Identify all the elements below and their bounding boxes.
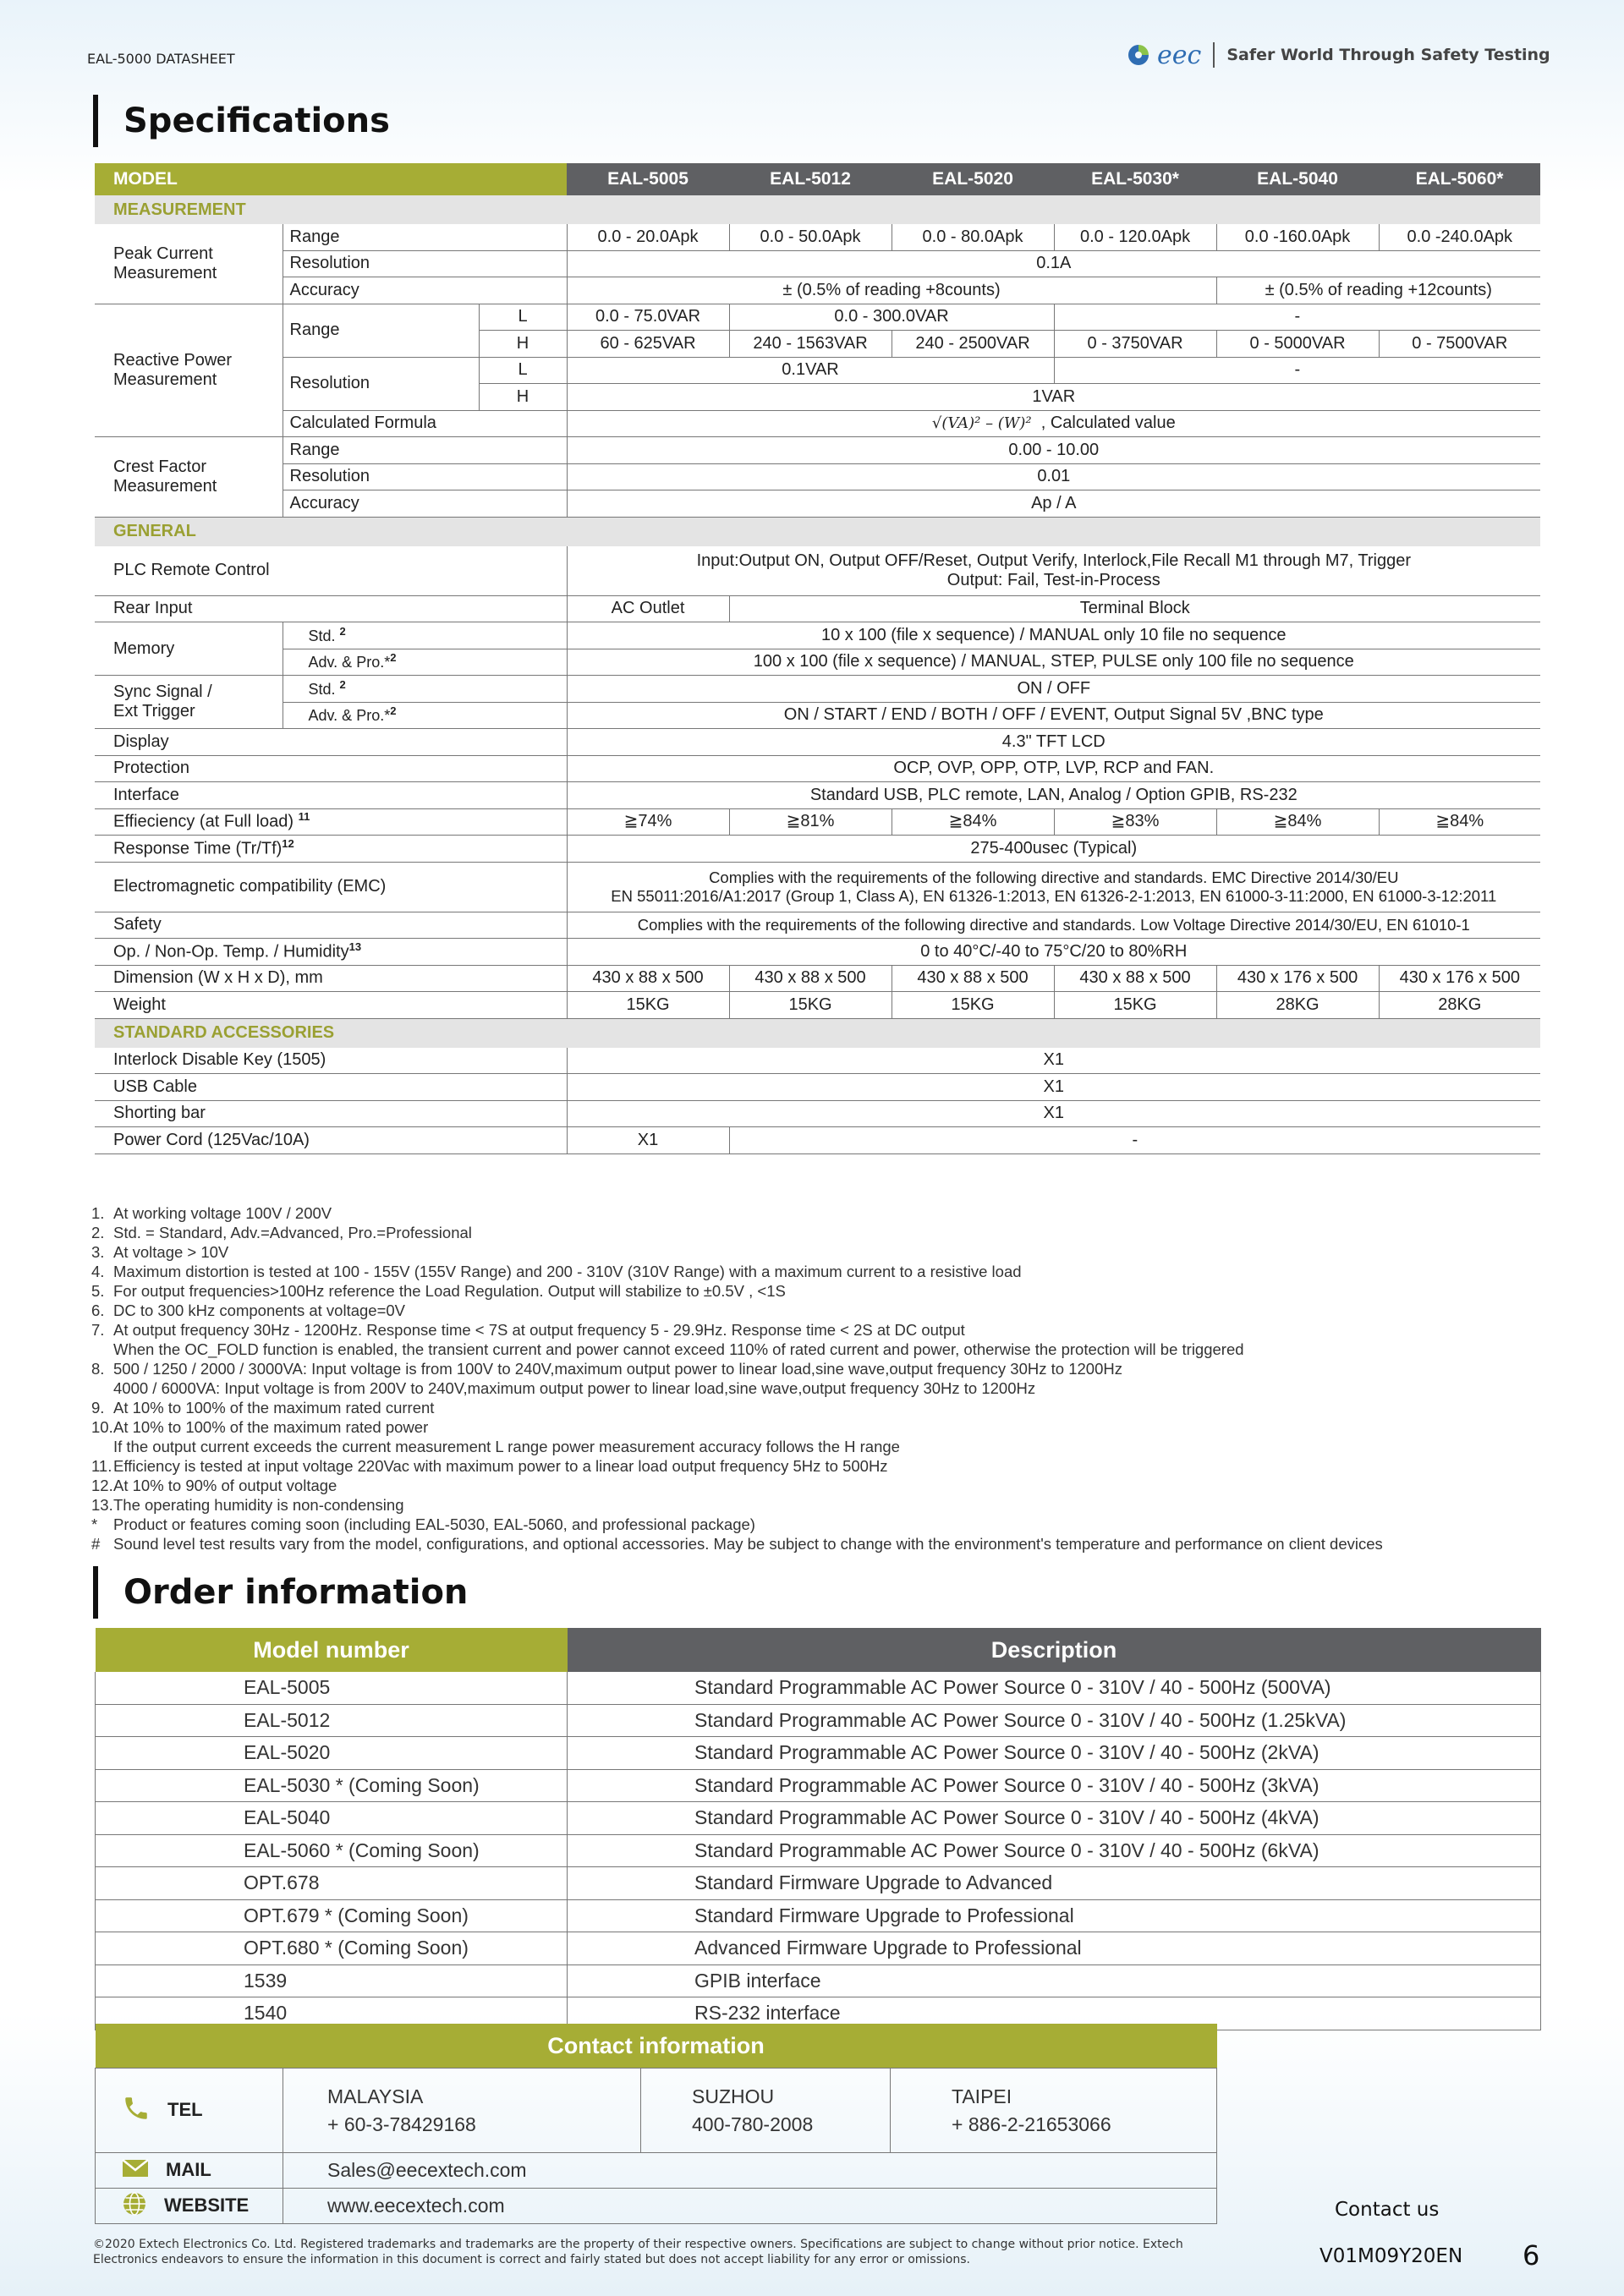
table-cell: L [479,304,567,331]
footnote-item [91,1495,1383,1515]
accuracy-label: Accuracy [283,490,567,518]
footnote-item [91,1378,1383,1398]
footnote-item [91,1242,1383,1262]
model-name: EAL-5060* [1379,163,1540,195]
table-cell: 430 x 176 x 500 [1379,965,1540,992]
table-cell: 430 x 88 x 500 [892,965,1054,992]
table-cell: H [479,331,567,358]
specifications-title: Specifications [93,95,390,147]
model-number: OPT.679 * (Coming Soon) [96,1899,568,1932]
website-label: WEBSITE [164,2194,250,2216]
table-cell: 0 to 40°C/-40 to 75°C/20 to 80%RH [567,939,1540,966]
model-number: EAL-5020 [96,1737,568,1770]
table-cell: 60 - 625VAR [567,331,729,358]
table-cell: 4.3" TFT LCD [567,729,1540,756]
model-description: Standard Programmable AC Power Source 0 - 310V / 40 - 500Hz (500VA) [568,1672,1541,1704]
table-cell: Terminal Block [729,595,1540,622]
office-taipei [891,2069,1217,2153]
table-cell: 430 x 88 x 500 [729,965,892,992]
order-row [96,1737,1541,1770]
footnote-number: 7. [91,1321,105,1339]
table-cell: 0.0 -160.0Apk [1216,224,1379,250]
footnote-number [91,1340,113,1359]
table-cell: ≧84% [1216,808,1379,836]
table-cell: 0.1A [567,250,1540,277]
table-cell: 1VAR [567,384,1540,411]
table-cell: - [1054,357,1540,384]
order-row [96,1964,1541,1997]
table-cell: 15KG [892,992,1054,1019]
formula-note: , Calculated value [1040,414,1176,433]
table-cell: OCP, OVP, OPP, OTP, LVP, RCP and FAN. [567,755,1540,782]
sync-signal-label [95,676,283,729]
adv-text: Adv. & Pro.* [308,654,391,671]
table-cell: 430 x 88 x 500 [567,965,729,992]
model-description: Standard Programmable AC Power Source 0 - 310V / 40 - 500Hz (4kVA) [568,1802,1541,1835]
reactive-power-label: Reactive Power Measurement [95,304,283,437]
footnote-item [91,1301,1383,1320]
table-cell: H [479,384,567,411]
accuracy-label: Accuracy [283,277,567,304]
crest-factor-label: Crest Factor Measurement [95,437,283,518]
footnote-number: 12. [91,1477,113,1494]
table-cell: 15KG [567,992,729,1019]
contact-us-link[interactable]: Contact us [1335,2199,1440,2221]
response-text: Response Time (Tr/Tf) [113,839,283,858]
order-row [96,1802,1541,1835]
adv-label [283,702,567,729]
office-phone[interactable]: + 60-3-78429168 [327,2112,476,2135]
formula-cell [567,410,1540,437]
order-information-title: Order information [93,1566,468,1619]
formula: √(VA)² – (W)² [931,414,1032,433]
table-cell: 0.0 -240.0Apk [1379,224,1540,250]
footnote-text: Efficiency is tested at input voltage 220Vac with maximum power to a linear load output frequency 5Hz to 500Hz [113,1457,888,1475]
logo-text: eec [1157,40,1202,70]
table-cell: ± (0.5% of reading +8counts) [567,277,1216,304]
footnote-ref: 13 [348,940,362,953]
table-cell: - [729,1127,1540,1154]
footnote-ref: 2 [390,651,397,665]
footnote-item [91,1515,1383,1534]
table-cell: ON / START / END / BOTH / OFF / EVENT, Output Signal 5V ,BNC type [567,702,1540,729]
interface-label: Interface [95,782,567,809]
footnote-item [91,1203,1383,1223]
footnote-text: If the output current exceeds the current measurement L range power measurement accuracy follows the H range [113,1438,900,1455]
table-cell: 0 - 3750VAR [1054,331,1216,358]
footnote-number [91,1378,113,1398]
footnote-number: * [91,1515,98,1533]
std-text: Std. [308,680,336,698]
calc-formula-label: Calculated Formula [283,410,567,437]
phone-icon [122,2094,151,2128]
order-row [96,1867,1541,1900]
model-number: EAL-5030 * (Coming Soon) [96,1769,568,1802]
std-label [283,676,567,703]
footnote-text: Product or features coming soon (including EAL-5030, EAL-5060, and professional package) [113,1515,755,1533]
table-cell: AC Outlet [567,595,729,622]
rear-input-label: Rear Input [95,595,567,622]
footnote-text: 4000 / 6000VA: Input voltage is from 200V to 240V,maximum output power to linear load,sine wave,output frequency 30Hz to 1200Hz [113,1379,1036,1397]
footnote-number: 10. [91,1418,113,1436]
table-cell: ≧84% [1379,808,1540,836]
section-measurement: MEASUREMENT [95,195,1540,224]
office-phone[interactable]: 400-780-2008 [692,2112,814,2135]
footnote-item [91,1437,1383,1456]
sync-label-line2: Ext Trigger [113,702,195,721]
safety-label: Safety [95,912,567,939]
footnote-number: 9. [91,1399,105,1417]
eec-logo-icon [1125,41,1152,68]
footnote-text: At voltage > 10V [113,1243,229,1261]
footnote-text: When the OC_FOLD function is enabled, the transient current and power cannot exceed 110% of rated current and power, otherwise the protection will be triggered [113,1340,1244,1358]
footnote-text: DC to 300 kHz components at voltage=0V [113,1301,406,1319]
model-description: Standard Firmware Upgrade to Professional [568,1899,1541,1932]
description-header: Description [568,1628,1541,1672]
order-row [96,1899,1541,1932]
order-row [96,1932,1541,1965]
model-number: OPT.678 [96,1867,568,1900]
office-phone[interactable]: + 886-2-21653066 [952,2112,1111,2135]
footnote-number: 4. [91,1263,105,1280]
footnote-text: At 10% to 90% of output voltage [113,1477,337,1494]
footnote-text: Std. = Standard, Adv.=Advanced, Pro.=Professional [113,1224,472,1241]
footnote-item [91,1417,1383,1437]
table-cell: Complies with the requirements of the following directive and standards. Low Voltage Directive 2014/30/EU, EN 61010-1 [567,912,1540,939]
order-table [95,1628,1541,2030]
model-description: RS-232 interface [568,1997,1541,2030]
sync-label-line1: Sync Signal / [113,682,212,701]
plc-label: PLC Remote Control [95,546,567,596]
footnote-text: 500 / 1250 / 2000 / 3000VA: Input voltage is from 100V to 240V,maximum output power to linear load,sine wave,output frequency 30Hz to 1200Hz [113,1360,1122,1378]
table-cell: X1 [567,1127,729,1154]
std-label [283,622,567,649]
model-number: 1539 [96,1964,568,1997]
model-label: MODEL [95,163,567,195]
range-label: Range [283,304,479,357]
footnote-item [91,1456,1383,1476]
model-description: Standard Programmable AC Power Source 0 - 310V / 40 - 500Hz (3kVA) [568,1769,1541,1802]
response-time-label [95,836,567,863]
table-cell: 0.0 - 120.0Apk [1054,224,1216,250]
table-cell: 0.0 - 300.0VAR [729,304,1054,331]
usb-cable-label: USB Cable [95,1074,567,1101]
model-description: Advanced Firmware Upgrade to Professional [568,1932,1541,1965]
table-cell: L [479,357,567,384]
mail-label: MAIL [166,2158,211,2180]
table-cell: ≧74% [567,808,729,836]
display-label: Display [95,729,567,756]
footnotes [91,1203,1383,1553]
table-cell: X1 [567,1100,1540,1127]
footnote-item [91,1476,1383,1495]
range-label: Range [283,437,567,464]
order-row [96,1834,1541,1867]
section-accessories: STANDARD ACCESSORIES [95,1018,1540,1048]
section-general: GENERAL [95,517,1540,546]
footnote-ref: 2 [339,624,346,638]
table-cell: ≧84% [892,808,1054,836]
footnote-ref: 12 [282,836,294,850]
table-cell: 430 x 176 x 500 [1216,965,1379,992]
table-cell: ON / OFF [567,676,1540,703]
model-header-row [95,163,1540,195]
footnote-text: For output frequencies>100Hz reference the Load Regulation. Output will stabilize to ±0.5V , <1S [113,1282,786,1300]
model-description: Standard Programmable AC Power Source 0 - 310V / 40 - 500Hz (1.25kVA) [568,1704,1541,1737]
footnote-item [91,1340,1383,1359]
table-cell: X1 [567,1048,1540,1074]
footnote-number: 1. [91,1204,105,1222]
footnote-text: Maximum distortion is tested at 100 - 155V (155V Range) and 200 - 310V (310V Range) with a maximum current to a resistive load [113,1263,1022,1280]
order-row [96,1769,1541,1802]
table-cell: 0 - 5000VAR [1216,331,1379,358]
table-cell: 275-400usec (Typical) [567,836,1540,863]
order-row [96,1672,1541,1704]
plc-input-text: Input:Output ON, Output OFF/Reset, Output Verify, Interlock,File Recall M1 through M7, Trigger [696,551,1411,570]
model-description: Standard Programmable AC Power Source 0 - 310V / 40 - 500Hz (6kVA) [568,1834,1541,1867]
model-description: Standard Programmable AC Power Source 0 - 310V / 40 - 500Hz (2kVA) [568,1737,1541,1770]
website-label-cell [96,2189,283,2224]
emc-text-line1: Complies with the requirements of the following directive and standards. EMC Directive 2014/30/EU [709,869,1399,887]
adv-label [283,649,567,676]
table-cell: 28KG [1379,992,1540,1019]
footnote-ref: 2 [339,677,346,691]
table-cell: 100 x 100 (file x sequence) / MANUAL, STEP, PULSE only 100 file no sequence [567,649,1540,676]
shorting-bar-label: Shorting bar [95,1100,567,1127]
weight-label: Weight [95,992,567,1019]
office-suzhou [641,2069,891,2153]
footnote-number: # [91,1535,101,1553]
table-cell: 0.0 - 50.0Apk [729,224,892,250]
footnote-ref: 2 [390,704,397,718]
footnote-item [91,1534,1383,1553]
mail-icon [122,2158,149,2184]
globe-icon [122,2191,147,2222]
tel-label-cell [96,2069,283,2153]
office-malaysia [283,2069,641,2153]
interlock-key-label: Interlock Disable Key (1505) [95,1048,567,1074]
model-name: EAL-5005 [567,163,729,195]
footnote-item [91,1320,1383,1340]
page-number: 6 [1522,2239,1540,2271]
emc-text-line2: EN 55011:2016/A1:2017 (Group 1, Class A), EN 61326-1:2013, EN 61326-2-1:2013, EN 61000-3-11:2000, EN 61000-3-12:2011 [611,886,1497,905]
footnote-text: At 10% to 100% of the maximum rated current [113,1399,435,1417]
resolution-label: Resolution [283,463,567,490]
resolution-label: Resolution [283,357,479,410]
table-cell: X1 [567,1074,1540,1101]
temperature-label [95,939,567,966]
order-row [96,1704,1541,1737]
table-cell: ≧81% [729,808,892,836]
table-cell: 0.0 - 20.0Apk [567,224,729,250]
table-cell: 0.0 - 80.0Apk [892,224,1054,250]
footnote-number: 2. [91,1224,105,1241]
copyright-text: ©2020 Extech Electronics Co. Ltd. Registered trademarks and trademarks are the property of their respective owners. Specifications are subject to change without prior notice. Extech Electronics endeavors to ensure the information in this document is correct and fairly stated but does not accept liability for any error or omissions. [93,2238,1183,2266]
table-cell: - [1054,304,1540,331]
table-cell: 0.01 [567,463,1540,490]
tagline: Safer World Through Safety Testing [1226,46,1550,64]
model-description: Standard Firmware Upgrade to Advanced [568,1867,1541,1900]
table-cell: ± (0.5% of reading +12counts) [1216,277,1540,304]
footnote-ref: 11 [298,810,310,824]
footnote-number: 6. [91,1301,105,1319]
footnote-number: 8. [91,1360,105,1378]
footnote-item [91,1359,1383,1378]
table-cell: 430 x 88 x 500 [1054,965,1216,992]
office-city: SUZHOU [692,2085,775,2107]
model-name: EAL-5030* [1054,163,1216,195]
footnote-number [91,1437,113,1456]
emc-value [567,862,1540,912]
office-city: MALAYSIA [327,2085,424,2107]
adv-text: Adv. & Pro.* [308,707,391,725]
table-cell: Standard USB, PLC remote, LAN, Analog / Option GPIB, RS-232 [567,782,1540,809]
specifications-table [95,163,1540,1154]
footnote-text: At output frequency 30Hz - 1200Hz. Response time < 7S at output frequency 5 - 29.9Hz. Response time < 2S at DC output [113,1321,965,1339]
table-cell: 15KG [729,992,892,1019]
email-link[interactable]: Sales@eecextech.com [283,2153,1217,2189]
version-code: V01M09Y20EN [1320,2245,1463,2267]
table-cell: 28KG [1216,992,1379,1019]
efficiency-text: Effieciency (at Full load) [113,813,294,832]
tel-label: TEL [167,2098,203,2120]
model-name: EAL-5040 [1216,163,1379,195]
model-number: 1540 [96,1997,568,2030]
plc-output-text: Output: Fail, Test-in-Process [946,570,1160,589]
office-city: TAIPEI [952,2085,1012,2107]
footnote-text: Sound level test results vary from the model, configurations, and optional accessories. May be subject to change with the environment's temperature and performance on client devices [113,1535,1383,1553]
website-link[interactable]: www.eecextech.com [283,2189,1217,2224]
table-cell: 0.0 - 75.0VAR [567,304,729,331]
table-cell: 10 x 100 (file x sequence) / MANUAL only 10 file no sequence [567,622,1540,649]
table-cell: Ap / A [567,490,1540,518]
table-cell: 0.00 - 10.00 [567,437,1540,464]
contact-table [95,2024,1217,2224]
model-description: GPIB interface [568,1964,1541,1997]
footnote-number: 3. [91,1243,105,1261]
table-cell: 15KG [1054,992,1216,1019]
footnote-number: 5. [91,1282,105,1300]
range-label: Range [283,224,567,250]
plc-value [567,546,1540,596]
mail-label-cell [96,2153,283,2189]
temperature-text: Op. / Non-Op. Temp. / Humidity [113,942,349,962]
resolution-label: Resolution [283,250,567,277]
document-title: EAL-5000 DATASHEET [87,51,235,67]
table-cell: 0 - 7500VAR [1379,331,1540,358]
model-name: EAL-5012 [729,163,892,195]
power-cord-label: Power Cord (125Vac/10A) [95,1127,567,1154]
company-logo [1125,41,1550,69]
model-number-header: Model number [96,1628,568,1672]
efficiency-label [95,808,567,836]
footnote-text: At 10% to 100% of the maximum rated power [113,1418,429,1436]
footnote-number: 13. [91,1496,113,1514]
model-number: EAL-5060 * (Coming Soon) [96,1834,568,1867]
model-name: EAL-5020 [892,163,1054,195]
dimension-label: Dimension (W x H x D), mm [95,965,567,992]
footnote-item [91,1262,1383,1281]
footnote-text: The operating humidity is non-condensing [113,1496,404,1514]
peak-current-label: Peak Current Measurement [95,224,283,304]
footnote-item [91,1223,1383,1242]
model-number: OPT.680 * (Coming Soon) [96,1932,568,1965]
model-number: EAL-5040 [96,1802,568,1835]
model-number: EAL-5012 [96,1704,568,1737]
emc-label: Electromagnetic compatibility (EMC) [95,862,567,912]
std-text: Std. [308,627,336,644]
table-cell: 0.1VAR [567,357,1054,384]
footnote-number: 11. [91,1457,112,1475]
table-cell: 240 - 2500VAR [892,331,1054,358]
footnote-text: At working voltage 100V / 200V [113,1204,332,1222]
model-number: EAL-5005 [96,1672,568,1704]
table-cell: ≧83% [1054,808,1216,836]
table-cell: 240 - 1563VAR [729,331,892,358]
memory-label: Memory [95,622,283,676]
footnote-item [91,1281,1383,1301]
protection-label: Protection [95,755,567,782]
footnote-item [91,1398,1383,1417]
logo-divider [1213,42,1215,68]
contact-title: Contact information [96,2024,1217,2069]
